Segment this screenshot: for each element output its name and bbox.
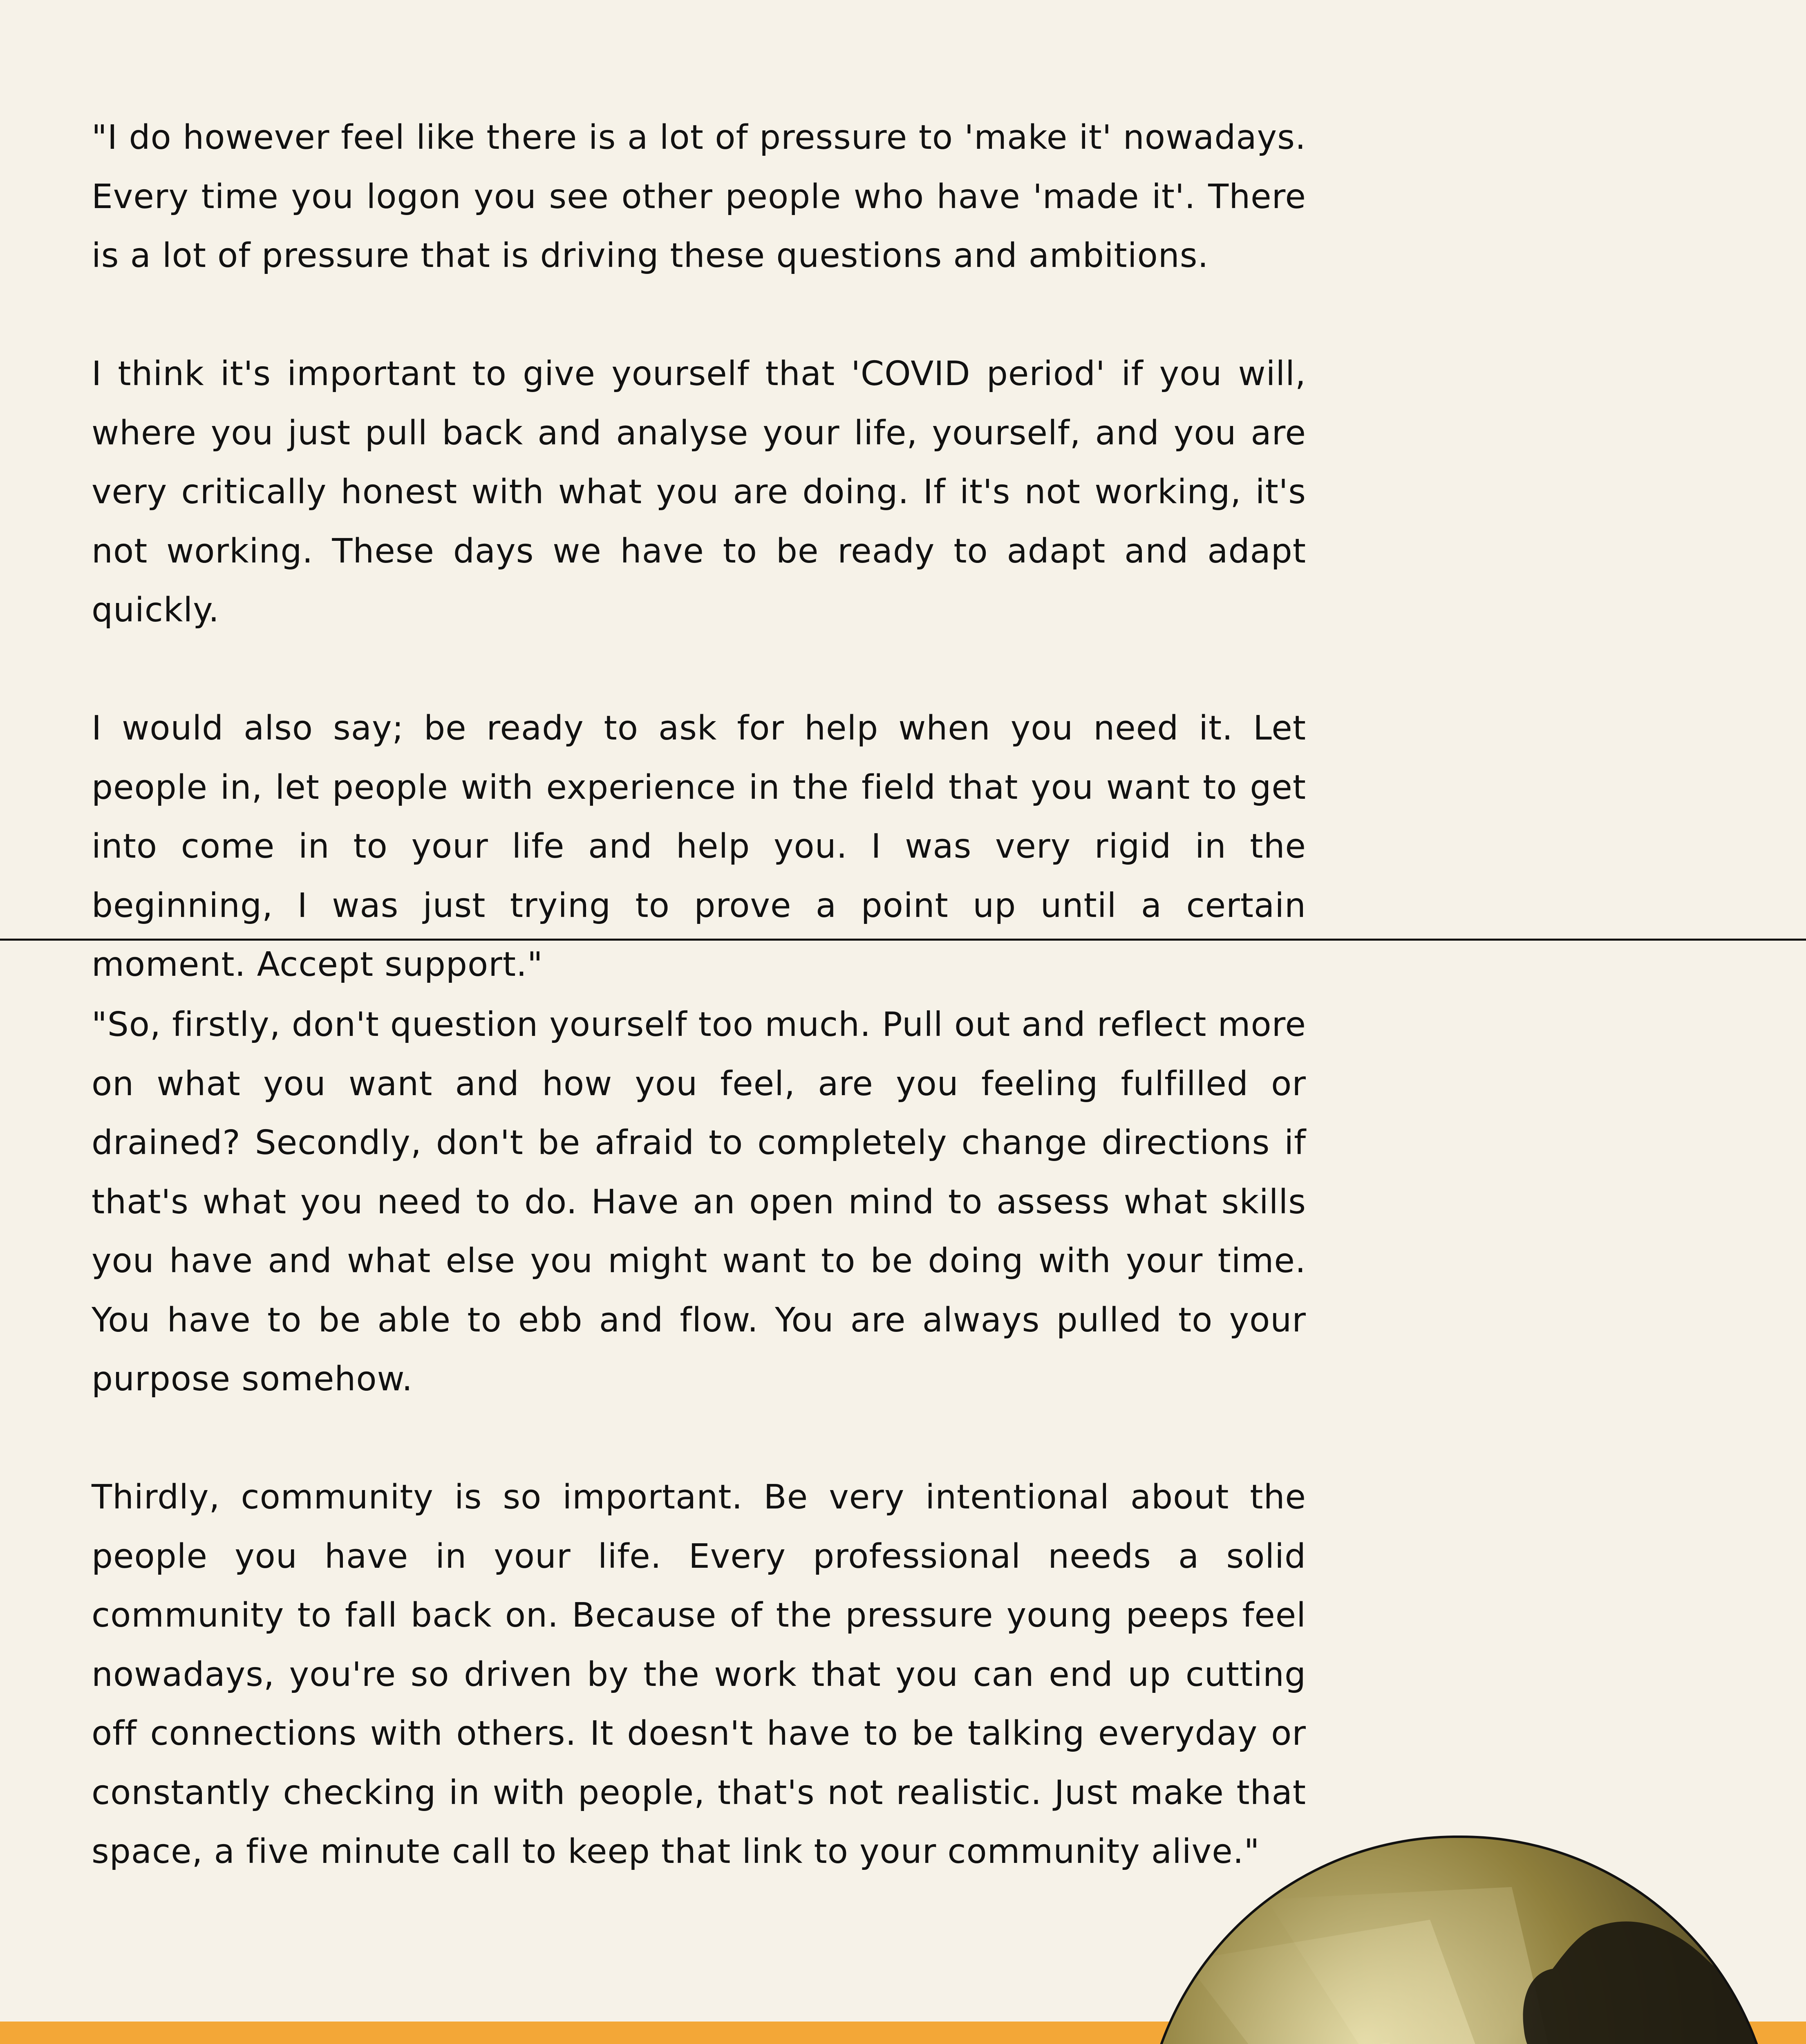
section-divider [0, 939, 1806, 941]
paragraph: "So, firstly, don't question yourself too much. Pull out and reflect more on what you want and how you feel, are you feeling fulfilled or drained? Secondly, don't be afraid to completely change directions if that's what you need to do. Have an open mind to assess what skills you have and what else you might want to be doing with your time. You have to be able to ebb and flow. You are always pulled to your purpose somehow. [92, 1005, 1306, 1399]
paragraph: I think it's important to give yourself that 'COVID period' if you will, where you just pull back and analyse your life, yourself, and you are very critically honest with what you are doing. If it's not working, it's not working. These days we have to be ready to adapt and adapt quickly. [92, 354, 1306, 630]
quote-block-2 [92, 995, 1306, 1882]
paragraph: Thirdly, community is so important. Be very intentional about the people you have in your life. Every professional needs a solid community to fall back on. Because of the pressure young peeps feel nowadays, you're so driven by the work that you can end up cutting off connections with others. It doesn't have to be talking everyday or constantly checking in with people, that's not realistic. Just make that space, a five minute call to keep that link to your community alive." [92, 1478, 1306, 1871]
paragraph: I would also say; be ready to ask for help when you need it. Let people in, let people with experience in the field that you want to get into come in to your life and help you. I was very rigid in the beginning, I was just trying to prove a point up until a certain moment. Accept support." [92, 709, 1306, 984]
quote-block-1 [92, 108, 1306, 995]
paragraph: "I do however feel like there is a lot of pressure to 'make it' nowadays. Every time you logon you see other people who have 'made it'. There is a lot of pressure that is driving these questions and ambitions. [92, 118, 1306, 275]
